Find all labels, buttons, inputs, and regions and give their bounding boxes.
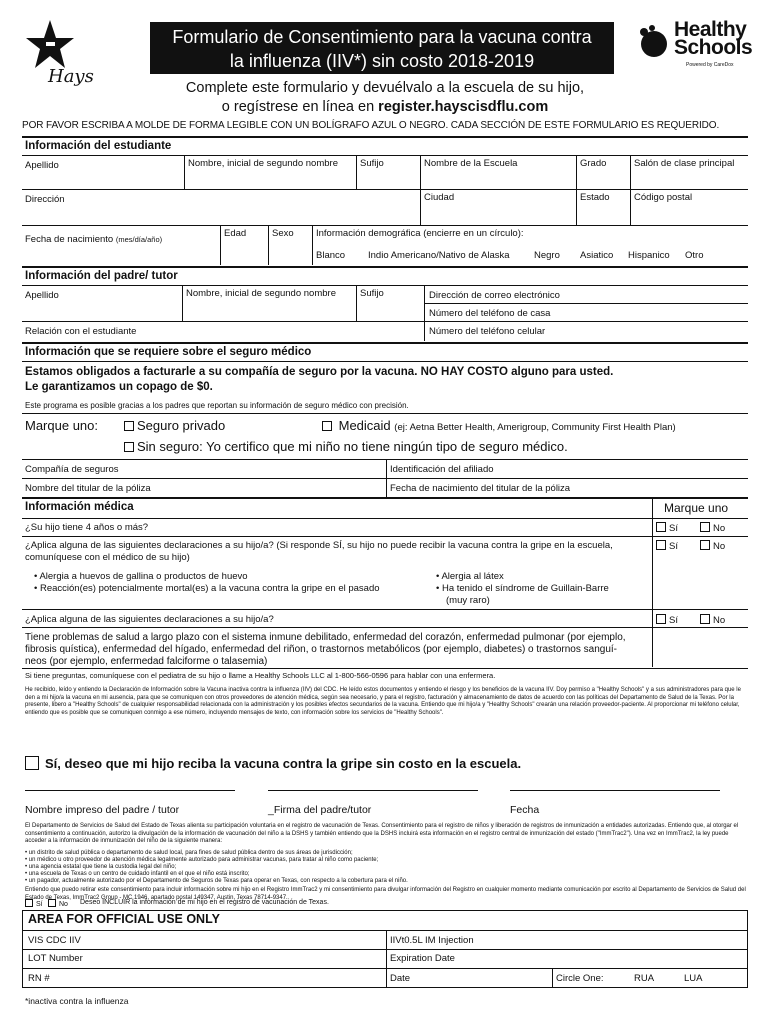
registry-bullet: • un distrito de salud pública o departamento de salud local, para fines de salud pública dentro de sus áreas de jurisdicción; <box>25 850 353 856</box>
health-conditions-line2: fibrosis quística), enfermedad del hígado, enfermedad del riñon, o trastornos metabólicos (por ejemplo, diabetes) o trastornos sanguí- <box>25 644 617 655</box>
dob-field[interactable] <box>25 234 162 245</box>
parent-last-name-field[interactable]: Apellido <box>25 290 59 301</box>
allergy-question-line2: comuníquese con el médico de su hijo) <box>25 552 190 563</box>
mark-one-label: Marque uno: <box>25 418 98 433</box>
consent-yes-option[interactable] <box>25 756 521 771</box>
registry-bullet: • un médico u otro proveedor de atención médica legalmente autorizado para administrar vacunas, para tratar al niño como paciente; <box>25 857 379 863</box>
sex-field[interactable] <box>268 225 297 265</box>
age-no-option[interactable] <box>700 522 725 534</box>
age-question: ¿Su hijo tiene 4 años o más? <box>25 522 149 533</box>
schools-word: Schools <box>674 36 753 59</box>
checkbox[interactable] <box>656 522 666 532</box>
parent-signature-label[interactable]: _Firma del padre/tutor <box>268 804 372 816</box>
registry-bullet: • un pagador, actualmente autorizado por el Departamento de Seguros de Texas para operar en Texas, con respecto a la cobertura para el niño. <box>25 878 408 884</box>
label: Nombre de la Escuela <box>424 158 518 169</box>
form-title-line2: la influenza (IIV*) sin costo 2018-2019 <box>229 51 535 71</box>
health-no-option[interactable] <box>700 614 725 626</box>
label: Sí <box>36 901 43 908</box>
parent-printed-name-label[interactable]: Nombre impreso del padre / tutor <box>25 804 180 816</box>
allergy-yes-option[interactable] <box>656 540 678 552</box>
label: Sí <box>669 615 678 626</box>
vis-field[interactable]: VIS CDC IIV <box>28 935 81 946</box>
checkbox[interactable] <box>124 421 134 431</box>
demo-option-hispanic[interactable]: Hispanico <box>628 250 670 261</box>
instruction-prefix: o regístrese en línea en <box>221 99 379 115</box>
label: Alergia al látex <box>441 571 504 582</box>
home-phone-field[interactable]: Número del teléfono de casa <box>429 308 551 319</box>
policy-holder-dob-field[interactable]: Fecha de nacimiento del titular de la póliza <box>390 483 571 494</box>
label: Nombre, inicial de segundo nombre <box>188 158 338 169</box>
demo-option-native[interactable]: Indio Americano/Nativo de Alaska <box>368 250 510 261</box>
legible-notice: POR FAVOR ESCRIBA A MOLDE DE FORMA LEGIBLE CON UN BOLÍGRAFO AZUL O NEGRO. CADA SECCIÓN DE ESTE FORMULARIO ES REQUERIDO. <box>22 120 720 131</box>
label: Fecha de nacimiento <box>25 234 114 245</box>
dob-format: (mes/día/año) <box>115 235 163 244</box>
email-field[interactable]: Dirección de correo electrónico <box>429 290 560 301</box>
label: No <box>59 901 68 908</box>
allergy-bullet-latex: • Alergia al látex <box>436 571 504 582</box>
checkbox[interactable] <box>48 899 56 907</box>
allergy-no-option[interactable] <box>700 540 725 552</box>
city-field[interactable] <box>420 189 457 225</box>
private-insurance-option[interactable] <box>124 418 225 433</box>
label: Alergia a huevos de gallina o productos de huevo <box>39 571 248 582</box>
form-title-line1: Formulario de Consentimiento para la vacuna contra <box>172 27 592 47</box>
consent-legal-text: He recibido, leído y entiendo la Declaración de Información sobre la Vacuna inactiva contra la influenza (IIV) del CDC. He leído estos documentos y entiendo el riesgo y los beneficios de la vacuna IIV. Doy permiso a "Healthy Schools" y a sus administradores para que le den a mi hijo/a la vacuna en mi ausencia, para que se comuniquen con otros proveedores de atención médica, según sea necesario, y para el registro, facturación y almacenamiento de datos de acuerdo con las políticas del Departamento de Salud de la Texas. Por la presente, libero a "Healthy Schools" de cualquier responsabilidad relacionada con la administración y los posibles efectos secundarios de la vacuna. Entiendo que mi hijo/a y "Healthy Schools" crearán una relación proveedor-paciente. Al proporcionar mi teléfono celular, entiendo que es posible que se comuniquen conmigo a ese número, incluyendo mensajes de texto, con información sobre los servicios de "Healthy Schools". <box>25 687 741 716</box>
label: Sufijo <box>360 288 384 299</box>
address-field[interactable]: Dirección <box>25 194 65 205</box>
label: Reacción(es) potencialmente mortal(es) a la vacuna contra la gripe en el pasado <box>39 583 380 594</box>
circle-one-label: Circle One: <box>556 973 604 984</box>
divider <box>22 609 748 610</box>
instruction-line2 <box>0 99 770 115</box>
iiv-injection-field[interactable]: IIVt0.5L IM Injection <box>390 935 474 946</box>
health-yes-option[interactable] <box>656 614 678 626</box>
health-conditions-line3: neos (por ejemplo, enfermedad falciforme o talasemia) <box>25 656 268 667</box>
lot-number-field[interactable]: LOT Number <box>28 953 83 964</box>
rn-field[interactable]: RN # <box>28 973 50 984</box>
form-title <box>150 22 614 74</box>
member-id-field[interactable]: Identificación del afiliado <box>390 464 494 475</box>
state-field[interactable] <box>576 189 613 225</box>
checkbox[interactable] <box>322 421 332 431</box>
registry-no-option[interactable] <box>48 899 68 908</box>
divider <box>424 303 748 304</box>
signature-line <box>510 790 720 791</box>
registry-intro: El Departamento de Servicios de Salud del Estado de Texas alienta su participación voluntaria en el registro de vacunación de Texas. Consentimiento para el registro de niños y liberación de registros de inmunización a entidades autorizadas. Entiendo que, al otorgar el consentimiento a continuación, autorizo la divulgación de la información de vacunación del niño a la DSHS y también entiendo que la DSHS incluirá esta información en el registro central de inmunización del estado ("ImmTrac2"). Una vez en ImmTrac2, la ley puede acceder a la información de inmunización del niño de la siguiente manera: <box>25 823 739 844</box>
school-name-field[interactable] <box>420 155 520 189</box>
checkbox[interactable] <box>700 614 710 624</box>
apple-icon <box>636 22 672 62</box>
medicaid-option[interactable] <box>322 418 676 433</box>
medical-section-heading: Información médica <box>22 497 748 515</box>
divider <box>22 949 748 950</box>
medicaid-examples: (ej: Aetna Better Health, Amerigroup, Community First Health Plan) <box>394 422 676 433</box>
allergy-bullet-reaction: • Reacción(es) potencialmente mortal(es) a la vacuna contra la gripe en el pasado <box>34 583 380 594</box>
label: Sí <box>669 523 678 534</box>
questions-call-notice: Si tiene preguntas, comuníquese con el pediatra de su hijo o llame a Healthy Schools LLC al 1-800-566-0596 para hablar con una enfermera. <box>25 671 496 680</box>
registry-bullet: • una escuela de Texas o un centro de cuidado infantil en el que el niño está inscrito; <box>25 871 250 877</box>
divider <box>22 459 748 460</box>
divider <box>22 518 748 519</box>
healthy-schools-logo <box>636 16 758 76</box>
allergy-bullet-egg: • Alergia a huevos de gallina o productos de huevo <box>34 571 248 582</box>
parent-suffix-field[interactable] <box>356 285 387 321</box>
register-link[interactable]: register.hayscisdflu.com <box>378 99 549 115</box>
student-suffix-field[interactable] <box>356 155 387 189</box>
demo-option-asian[interactable]: Asiatico <box>580 250 614 261</box>
checkbox[interactable] <box>656 614 666 624</box>
label: Sí <box>669 541 678 552</box>
divider <box>22 627 748 628</box>
checkbox[interactable] <box>124 442 134 452</box>
healthy-word: Healthy <box>674 18 747 41</box>
label: Sí, deseo que mi hijo reciba la vacuna contra la gripe sin costo en la escuela. <box>45 756 522 771</box>
allergy-bullet-guillain: • Ha tenido el síndrome de Guillain-Barre <box>436 583 609 594</box>
powered-by: Powered by CareDox <box>686 62 734 68</box>
checkbox[interactable] <box>25 756 39 770</box>
registry-yes-option[interactable] <box>25 899 43 908</box>
divider <box>22 413 748 414</box>
label: Salón de clase principal <box>634 158 735 169</box>
demographics-label: Información demográfica (encierre en un círculo): <box>316 228 524 239</box>
label: Sufijo <box>360 158 384 169</box>
zip-field[interactable] <box>630 189 695 225</box>
label: Seguro privado <box>137 418 226 433</box>
age-field[interactable] <box>220 225 249 265</box>
label: Estado <box>580 192 610 203</box>
cell-phone-field[interactable]: Número del teléfono celular <box>429 326 546 337</box>
policy-holder-name-field[interactable]: Nombre del titular de la póliza <box>25 483 151 494</box>
label: Nombre, inicial de segundo nombre <box>186 288 336 299</box>
health-question: ¿Aplica alguna de las siguientes declaraciones a su hijo/a? <box>25 614 274 625</box>
form-header <box>0 0 770 120</box>
classroom-field[interactable] <box>630 155 737 189</box>
label: Grado <box>580 158 607 169</box>
label: Sexo <box>272 228 294 239</box>
checkbox[interactable] <box>25 899 33 907</box>
label: Medicaid <box>338 418 391 433</box>
allergy-bullet-rare: (muy raro) <box>446 595 490 606</box>
signature-line <box>25 790 235 791</box>
relation-field[interactable]: Relación con el estudiante <box>25 326 137 337</box>
no-insurance-option[interactable] <box>124 439 568 454</box>
official-heading: AREA FOR OFFICIAL USE ONLY <box>28 912 220 926</box>
label: No <box>713 615 726 626</box>
health-conditions-line1: Tiene problemas de salud a largo plazo con el sistema inmune debilitado, enfermedad del corazón, enfermedad pulmonar (por ejemplo, <box>25 632 626 643</box>
label: No <box>713 541 726 552</box>
label: Sin seguro: Yo certifico que mi niño no tiene ningún tipo de seguro médico. <box>137 439 568 454</box>
official-date-field[interactable]: Date <box>390 973 411 984</box>
lua-option[interactable]: LUA <box>684 973 703 984</box>
expiration-date-field[interactable]: Expiration Date <box>390 953 455 964</box>
student-section-heading: Información del estudiante <box>22 136 748 154</box>
allergy-question-line1: ¿Aplica alguna de las siguientes declaraciones a su hijo/a? (Si responde SÍ, su hijo no puede recibir la vacuna contra la gripe en la escuela, <box>25 540 613 551</box>
insurance-billing-notice: Estamos obligados a facturarle a su compañía de seguro por la vacuna. NO HAY COSTO alguno para usted. <box>25 366 614 378</box>
divider <box>22 361 748 362</box>
divider <box>22 930 748 931</box>
label: Ha tenido el síndrome de Guillain-Barre <box>441 583 609 594</box>
checkbox[interactable] <box>700 540 710 550</box>
copay-notice: Le garantizamos un copago de $0. <box>25 381 213 393</box>
demo-option-other[interactable]: Otro <box>685 250 704 261</box>
grade-field[interactable] <box>576 155 609 189</box>
medical-mark-one: Marque uno <box>664 501 729 515</box>
registry-include-text: Deseo INCLUIR la información de mi hijo en el registro de vacunación de Texas. <box>80 899 329 906</box>
hays-logo-text: Hays <box>48 66 94 87</box>
parent-section-heading: Información del padre/ tutor <box>22 266 748 284</box>
age-yes-option[interactable] <box>656 522 678 534</box>
demo-option-black[interactable]: Negro <box>534 250 560 261</box>
demo-option-white[interactable]: Blanco <box>316 250 346 261</box>
checkbox[interactable] <box>656 540 666 550</box>
divider <box>22 536 748 537</box>
insurance-note: Este programa es posible gracias a los padres que reportan su información de seguro médico con precisión. <box>25 401 409 410</box>
label: No <box>713 523 726 534</box>
insurance-section-heading: Información que se requiere sobre el seguro médico <box>22 342 748 360</box>
divider <box>22 968 748 969</box>
insurance-company-field[interactable]: Compañía de seguros <box>25 464 119 475</box>
parent-first-name-field[interactable] <box>182 285 339 321</box>
divider <box>22 478 748 479</box>
label: Código postal <box>634 192 693 203</box>
checkbox[interactable] <box>700 522 710 532</box>
divider <box>22 668 748 669</box>
instruction-line1: Complete este formulario y devuélvalo a la escuela de su hijo, <box>185 80 585 96</box>
label: Ciudad <box>424 192 455 203</box>
label: Edad <box>224 228 247 239</box>
student-first-name-field[interactable] <box>184 155 341 189</box>
registry-withdraw: Entiendo que puedo retirar este consentimiento para incluir información sobre mi hijo en el Registro ImmTrac2 y mi consentimiento para divulgar información del Registro en cualquier momento mediante comunicación por escrito al Departamento de Servicios de Salud del Estado de Texas, ImmTrac2 Group - MC 1946, apartado postal 149347, Austin, Texas 78714-9347. <box>25 887 746 901</box>
rua-option[interactable]: RUA <box>634 973 655 984</box>
divider <box>22 321 748 322</box>
signature-line <box>268 790 478 791</box>
footnote: *inactiva contra la influenza <box>25 996 129 1006</box>
signature-date-label[interactable]: Fecha <box>510 804 540 816</box>
student-last-name-label[interactable]: Apellido <box>25 160 59 171</box>
registry-bullet: • una agencia estatal que tiene la custodia legal del niño; <box>25 864 177 870</box>
